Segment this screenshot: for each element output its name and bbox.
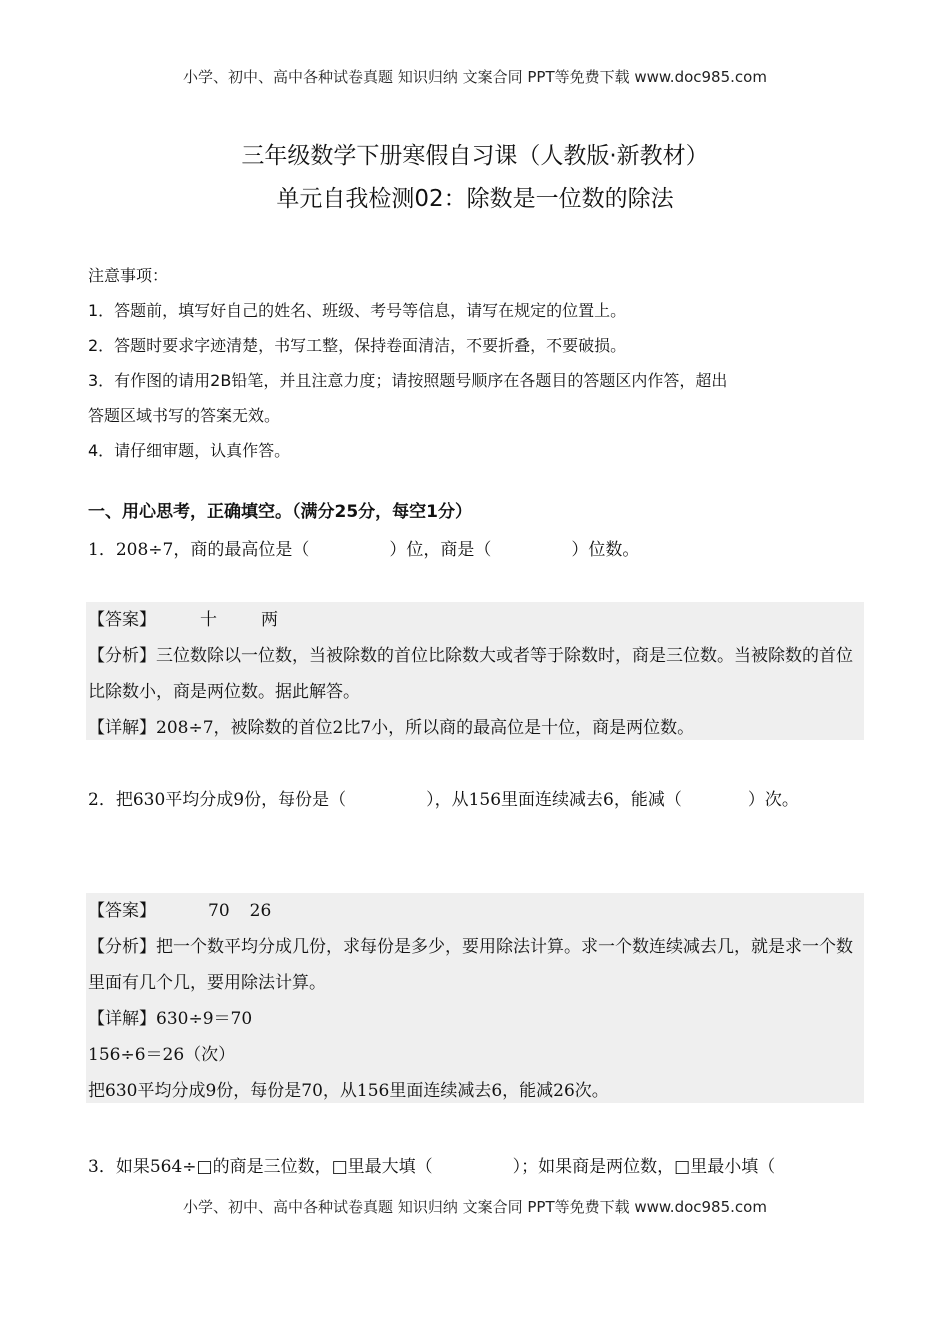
notes-section xyxy=(88,258,858,468)
answer-value: 26 xyxy=(249,901,272,921)
question-1 xyxy=(88,535,639,560)
note-item: 4．请仔细审题，认真作答。 xyxy=(88,441,291,460)
detail-tag: 【详解】 xyxy=(88,718,156,738)
footer-banner: 小学、初中、高中各种试卷真题 知识归纳 文案合同 PPT等免费下载 www.doc985.com xyxy=(183,1198,767,1216)
question-text: ）位，商是（ xyxy=(389,540,492,560)
section-heading: 一、用心思考，正确填空。（满分25分，每空1分） xyxy=(88,502,472,522)
question-text: ），从156里面连续减去6，能减（ xyxy=(426,790,682,810)
analysis-row xyxy=(88,929,862,1001)
answer-value: 十 xyxy=(200,610,217,630)
detail-text: 208÷7，被除数的首位2比7小，所以商的最高位是十位，商是两位数。 xyxy=(156,718,695,738)
answer-row xyxy=(88,602,862,638)
answer-tag: 【答案】 xyxy=(88,610,156,630)
answer-value: 70 xyxy=(208,901,230,921)
detail-text: 630÷9＝70 xyxy=(156,1009,253,1029)
detail-row: 把630平均分成9份，每份是70，从156里面连续减去6，能减26次。 xyxy=(88,1081,609,1101)
answer-tag: 【答案】 xyxy=(88,901,156,921)
analysis-text: 三位数除以一位数，当被除数的首位比除数大或者等于除数时，商是三位数。当被除数的首位比除数小，商是两位数。据此解答。 xyxy=(88,646,853,702)
analysis-tag: 【分析】 xyxy=(88,937,156,957)
analysis-tag: 【分析】 xyxy=(88,646,156,666)
detail-tag: 【详解】 xyxy=(88,1009,156,1029)
question-text: ）位数。 xyxy=(571,540,640,560)
answer-row xyxy=(88,893,862,929)
note-item: 答题区域书写的答案无效。 xyxy=(88,406,281,425)
question-text: 2．把630平均分成9份，每份是（ xyxy=(88,790,347,810)
analysis-text: 把一个数平均分成几份，求每份是多少，要用除法计算。求一个数连续减去几，就是求一个数里面有几个几，要用除法计算。 xyxy=(88,937,853,993)
analysis-row xyxy=(88,638,862,710)
page-title: 三年级数学下册寒假自习课（人教版·新教材） xyxy=(241,143,709,169)
detail-row: 156÷6＝26（次） xyxy=(88,1045,236,1065)
question-3 xyxy=(88,1152,775,1177)
answer-box-1 xyxy=(86,602,864,740)
header-banner: 小学、初中、高中各种试卷真题 知识归纳 文案合同 PPT等免费下载 www.doc985.com xyxy=(183,68,767,86)
note-item: 2．答题时要求字迹清楚，书写工整，保持卷面清洁，不要折叠，不要破损。 xyxy=(88,336,627,355)
question-text: 3．如果564÷□的商是三位数，□里最大填（ xyxy=(88,1157,433,1177)
answer-value: 两 xyxy=(261,610,278,630)
notes-heading: 注意事项： xyxy=(88,266,169,285)
note-item: 3．有作图的请用2B铅笔，并且注意力度；请按照题号顺序在各题目的答题区内作答，超出 xyxy=(88,371,728,390)
question-text: 1．208÷7，商的最高位是（ xyxy=(88,540,310,560)
detail-row xyxy=(88,1001,862,1037)
question-text: ）次。 xyxy=(747,790,799,810)
note-item: 1．答题前，填写好自己的姓名、班级、考号等信息，请写在规定的位置上。 xyxy=(88,301,627,320)
question-text: ）；如果商是两位数，□里最小填（ xyxy=(512,1157,776,1177)
page-subtitle: 单元自我检测02：除数是一位数的除法 xyxy=(276,186,674,212)
detail-row xyxy=(88,710,862,746)
question-2 xyxy=(88,782,854,818)
answer-box-2 xyxy=(86,893,864,1103)
